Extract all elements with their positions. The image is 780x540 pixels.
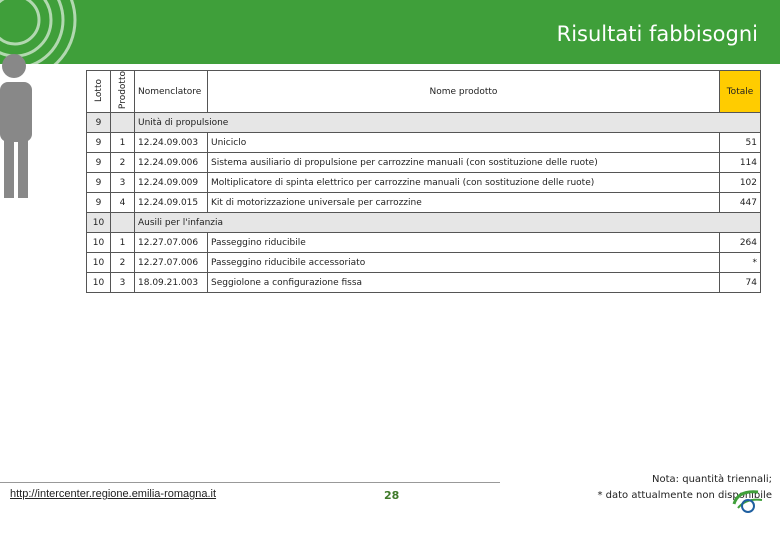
lotto-cell: 9 [87,193,111,213]
nomenclatore-cell: 12.24.09.009 [135,173,208,193]
header-lotto: Lotto [87,71,111,113]
prodotto-cell [111,113,135,133]
nome-prodotto-cell: Sistema ausiliario di propulsione per carrozzine manuali (con sostituzione delle ruote) [208,153,720,173]
nomenclatore-cell: 12.27.07.006 [135,233,208,253]
note-line-1: Nota: quantità triennali; [652,474,772,485]
prodotto-cell: 2 [111,153,135,173]
category-row [87,113,761,133]
nomenclatore-cell: 12.24.09.015 [135,193,208,213]
totale-cell: 264 [720,233,761,253]
table-header-row [87,71,761,113]
footer-url-link[interactable]: http://intercenter.regione.emilia-romagna.it [10,488,217,500]
table-row [87,253,761,273]
nome-prodotto-cell: Uniciclo [208,133,720,153]
header-nome-prodotto: Nome prodotto [208,71,720,113]
category-label: Unità di propulsione [135,113,761,133]
lotto-cell: 9 [87,153,111,173]
totale-cell: 51 [720,133,761,153]
prodotto-cell: 4 [111,193,135,213]
nomenclatore-cell: 12.24.09.003 [135,133,208,153]
lotto-cell: 9 [87,173,111,193]
footer-divider [0,482,500,483]
totale-cell: 102 [720,173,761,193]
lotto-cell: 9 [87,133,111,153]
table-row [87,273,761,293]
prodotto-cell: 2 [111,253,135,273]
nomenclatore-cell: 18.09.21.003 [135,273,208,293]
page-number: 28 [384,489,400,502]
nomenclatore-cell: 12.27.07.006 [135,253,208,273]
nome-prodotto-cell: Seggiolone a configurazione fissa [208,273,720,293]
person-icon [0,48,36,208]
prodotto-cell [111,213,135,233]
header-totale: Totale [720,71,761,113]
table-row [87,193,761,213]
table-row [87,173,761,193]
totale-cell: 447 [720,193,761,213]
lotto-cell: 10 [87,233,111,253]
nomenclatore-cell: 12.24.09.006 [135,153,208,173]
note-line-2: * dato attualmente non disponibile [597,490,772,501]
prodotto-cell: 3 [111,173,135,193]
header-nomenclatore: Nomenclatore [135,71,208,113]
table-row [87,153,761,173]
nome-prodotto-cell: Passeggino riducibile [208,233,720,253]
totale-cell: 114 [720,153,761,173]
page-title: Risultati fabbisogni [556,22,758,46]
prodotto-cell: 1 [111,233,135,253]
lotto-cell: 10 [87,253,111,273]
category-row [87,213,761,233]
lotto-cell: 10 [87,213,111,233]
fabbisogni-table [86,70,761,293]
header-prodotto: Prodotto [111,71,135,113]
totale-cell: * [720,253,761,273]
prodotto-cell: 1 [111,133,135,153]
category-label: Ausili per l'infanzia [135,213,761,233]
lotto-cell: 9 [87,113,111,133]
table-row [87,233,761,253]
nome-prodotto-cell: Moltiplicatore di spinta elettrico per carrozzine manuali (con sostituzione delle ruote) [208,173,720,193]
prodotto-cell: 3 [111,273,135,293]
totale-cell: 74 [720,273,761,293]
nome-prodotto-cell: Kit di motorizzazione universale per carrozzine [208,193,720,213]
lotto-cell: 10 [87,273,111,293]
nome-prodotto-cell: Passeggino riducibile accessoriato [208,253,720,273]
intercenter-logo-icon [728,484,768,518]
table-row [87,133,761,153]
